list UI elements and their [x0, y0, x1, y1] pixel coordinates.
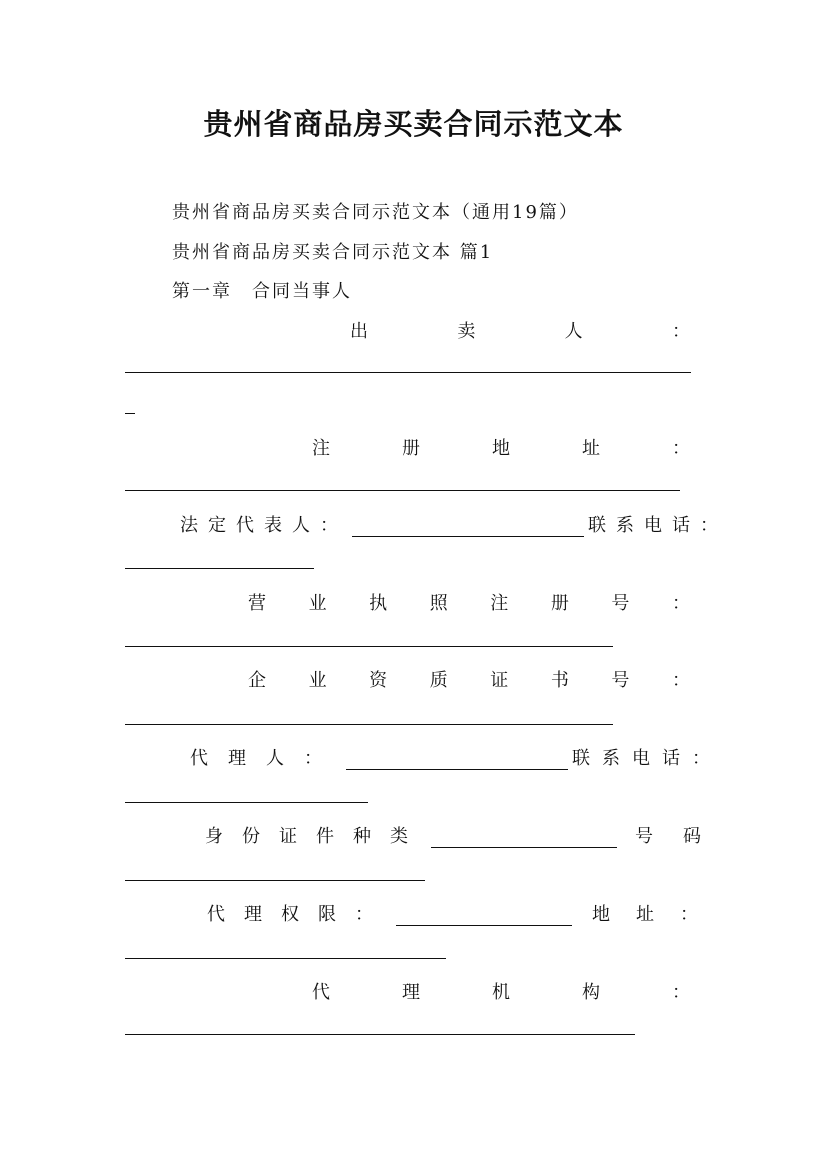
qualification-char: 质: [429, 670, 448, 691]
qualification-label: [248, 666, 690, 692]
qualification-char: 业: [308, 670, 327, 691]
license-char: ：: [671, 593, 690, 614]
license-char: 号: [611, 593, 630, 614]
license-char: 业: [308, 593, 327, 614]
agency-char: 理: [402, 982, 420, 1003]
agent-blank[interactable]: [346, 751, 568, 770]
seller-blank-continued[interactable]: [125, 413, 135, 414]
contact-phone-label: 联系电话：: [588, 515, 728, 536]
legal-rep-row: [180, 511, 728, 537]
agency-char: 代: [312, 982, 330, 1003]
id-row: [205, 822, 731, 848]
qualification-char: 书: [550, 670, 569, 691]
license-char: 注: [490, 593, 509, 614]
address-blank[interactable]: [125, 958, 446, 959]
reg-address-char: ：: [672, 438, 690, 459]
license-no-blank[interactable]: [125, 646, 613, 647]
agency-label: [312, 978, 690, 1004]
agency-blank[interactable]: [125, 1034, 635, 1035]
legal-rep-label: 法定代表人：: [180, 515, 348, 536]
agent-scope-row: [207, 900, 724, 926]
agency-char: ：: [672, 982, 690, 1003]
license-char: 照: [429, 593, 448, 614]
legal-rep-blank[interactable]: [352, 518, 584, 537]
agent-scope-label: 代理权限：: [207, 904, 392, 925]
license-no-label: [248, 589, 690, 615]
id-type-blank[interactable]: [431, 829, 617, 848]
reg-address-char: 地: [492, 438, 510, 459]
agency-char: 构: [582, 982, 600, 1003]
qualification-char: 企: [248, 670, 266, 691]
seller-blank[interactable]: [125, 372, 691, 373]
reg-address-label: [312, 434, 690, 460]
license-char: 册: [550, 593, 569, 614]
qualification-char: 号: [611, 670, 630, 691]
agent-phone-label: 联系电话：: [572, 748, 722, 769]
seller-label: [350, 317, 690, 343]
address-label: 地址：: [592, 904, 724, 925]
reg-address-blank[interactable]: [125, 490, 680, 491]
intro-line-2: 贵州省商品房买卖合同示范文本 篇1: [172, 242, 494, 263]
seller-char: 人: [564, 321, 583, 342]
qualification-blank[interactable]: [125, 724, 613, 725]
document-title: 贵州省商品房买卖合同示范文本: [203, 107, 624, 141]
agency-char: 机: [492, 982, 510, 1003]
agent-row: [190, 744, 722, 770]
agent-scope-blank[interactable]: [396, 907, 572, 926]
intro-line-1: 贵州省商品房买卖合同示范文本（通用19篇）: [172, 202, 579, 223]
chapter-heading: 第一章 合同当事人: [172, 281, 352, 302]
qualification-char: 资: [369, 670, 388, 691]
id-type-label: 身份证件种类: [205, 826, 427, 847]
id-number-label: 号码: [635, 826, 731, 847]
qualification-char: 证: [490, 670, 509, 691]
qualification-char: ：: [671, 670, 690, 691]
reg-address-char: 址: [582, 438, 600, 459]
seller-char: ：: [671, 321, 690, 342]
license-char: 执: [369, 593, 388, 614]
reg-address-char: 册: [402, 438, 420, 459]
seller-char: 卖: [457, 321, 476, 342]
contact-phone-blank[interactable]: [125, 568, 314, 569]
seller-char: 出: [350, 321, 368, 342]
agent-label: 代理人：: [190, 748, 342, 769]
reg-address-char: 注: [312, 438, 330, 459]
license-char: 营: [248, 593, 266, 614]
agent-phone-blank[interactable]: [125, 802, 368, 803]
id-number-blank[interactable]: [125, 880, 425, 881]
